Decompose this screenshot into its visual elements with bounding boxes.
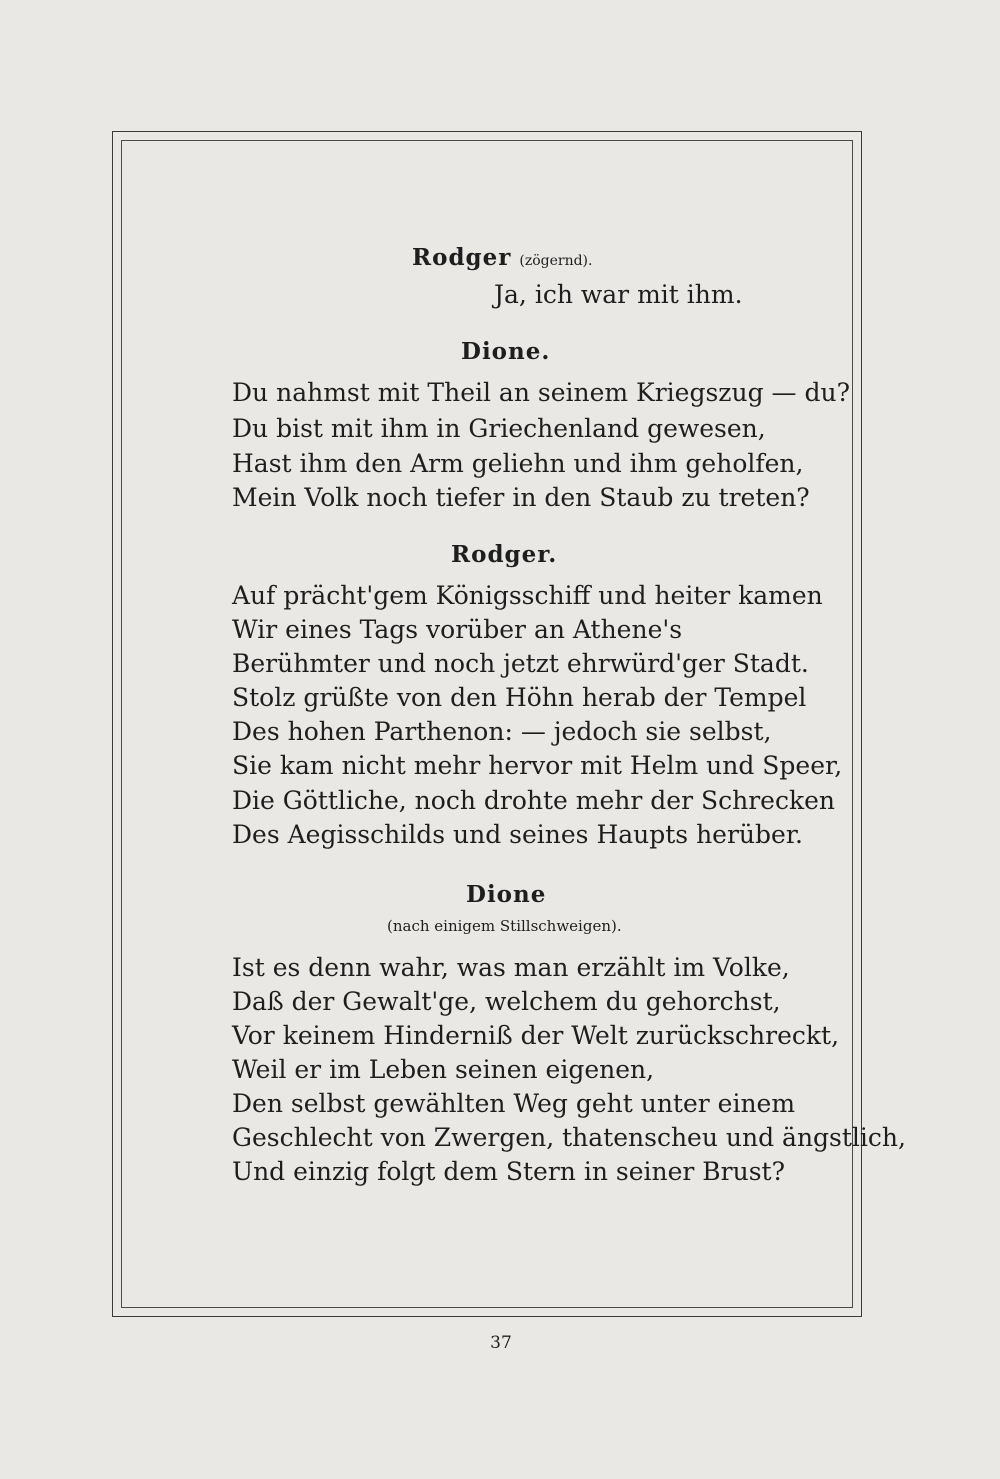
verse-line: Geschlecht von Zwergen, thatenscheu und ängstlich, (232, 1123, 906, 1152)
speaker-heading (412, 244, 592, 275)
speaker-name: Dione (466, 881, 547, 908)
verse-line: Auf prächt'gem Königsschiff und heiter kamen (232, 581, 823, 610)
speaker-heading (451, 541, 557, 569)
verse-line: Die Göttliche, noch drohte mehr der Schrecken (232, 786, 835, 815)
verse-line: Berühmter und noch jetzt ehrwürd'ger Stadt. (232, 649, 809, 678)
speaker-heading (466, 881, 546, 909)
verse-line: Und einzig folgt dem Stern in seiner Brust? (232, 1157, 786, 1186)
verse-line: Du bist mit ihm in Griechenland gewesen, (232, 414, 766, 443)
stage-direction: (nach einigem Stillschweigen). (387, 917, 622, 935)
verse-line: Weil er im Leben seinen eigenen, (232, 1055, 655, 1084)
verse-line: Daß der Gewalt'ge, welchem du gehorchst, (232, 987, 781, 1016)
verse-line: Du nahmst mit Theil an seinem Kriegszug — du? (232, 378, 850, 407)
verse-line: Mein Volk noch tiefer in den Staub zu treten? (232, 483, 810, 512)
verse-line: Stolz grüßte von den Höhn herab der Tempel (232, 683, 807, 712)
verse-line: Vor keinem Hinderniß der Welt zurückschreckt, (232, 1021, 840, 1050)
verse-line: Sie kam nicht mehr hervor mit Helm und Speer, (232, 751, 843, 780)
verse-line: Ja, ich war mit ihm. (494, 280, 743, 309)
verse-line: Ist es denn wahr, was man erzählt im Volke, (232, 953, 790, 982)
stage-direction: (zögernd). (519, 253, 593, 269)
speaker-name: Dione. (461, 338, 551, 365)
speaker-name: Rodger (412, 244, 512, 271)
verse-line: Hast ihm den Arm geliehn und ihm geholfen, (232, 449, 804, 478)
speaker-name: Rodger. (451, 541, 558, 568)
verse-line: Den selbst gewählten Weg geht unter einem (232, 1089, 796, 1118)
verse-line: Des hohen Parthenon: — jedoch sie selbst, (232, 717, 772, 746)
verse-line: Des Aegisschilds und seines Haupts herüber. (232, 820, 803, 849)
page-number: 37 (490, 1333, 512, 1353)
verse-line: Wir eines Tags vorüber an Athene's (232, 615, 683, 644)
speaker-heading (461, 338, 550, 366)
